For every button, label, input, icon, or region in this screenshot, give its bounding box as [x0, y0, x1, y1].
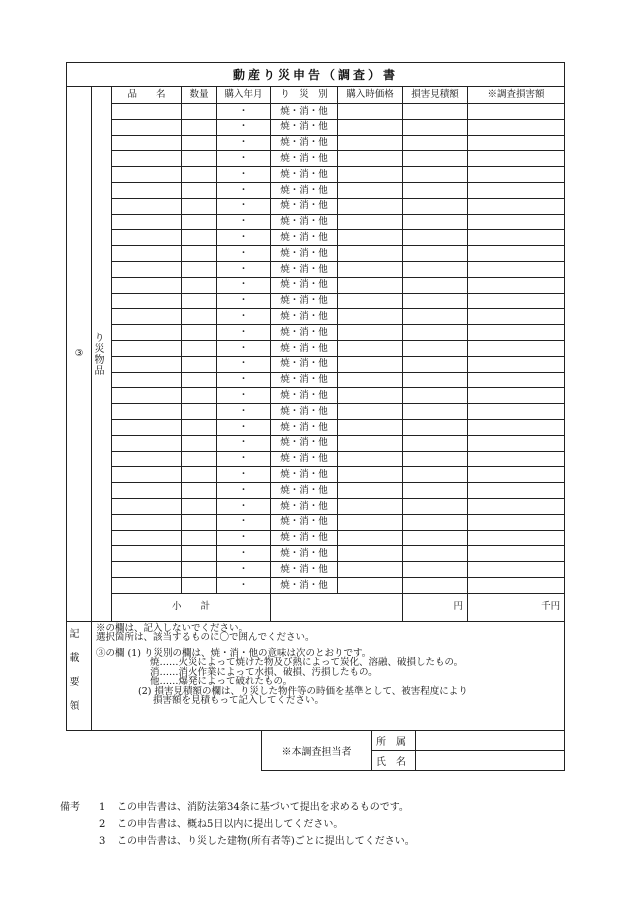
- purchase-price-cell[interactable]: [338, 309, 403, 325]
- subtotal-thousand-yen[interactable]: 千円: [468, 593, 565, 621]
- damage-type-cell[interactable]: 焼・消・他: [271, 309, 338, 325]
- purchase-price-cell[interactable]: [338, 261, 403, 277]
- quantity-cell[interactable]: [182, 356, 217, 372]
- surveyed-damage-cell[interactable]: [468, 277, 565, 293]
- estimated-damage-cell[interactable]: [403, 372, 468, 388]
- table-row: [67, 419, 565, 435]
- purchase-date-cell[interactable]: ・: [217, 514, 271, 530]
- item-name-cell[interactable]: [112, 135, 182, 151]
- item-name-cell[interactable]: [112, 530, 182, 546]
- purchase-price-cell[interactable]: [338, 498, 403, 514]
- damage-type-cell[interactable]: 焼・消・他: [271, 198, 338, 214]
- quantity-cell[interactable]: [182, 277, 217, 293]
- damage-type-cell[interactable]: 焼・消・他: [271, 530, 338, 546]
- purchase-price-cell[interactable]: [338, 451, 403, 467]
- purchase-date-cell[interactable]: ・: [217, 230, 271, 246]
- remark-item: 1 この申告書は、消防法第34条に基づいて提出を求めるものです。: [99, 802, 409, 813]
- quantity-cell[interactable]: [182, 577, 217, 593]
- surveyed-damage-cell[interactable]: [468, 198, 565, 214]
- quantity-cell[interactable]: [182, 340, 217, 356]
- purchase-price-cell[interactable]: [338, 230, 403, 246]
- surveyed-damage-cell[interactable]: [468, 577, 565, 593]
- purchase-date-cell[interactable]: ・: [217, 167, 271, 183]
- table-row: [67, 261, 565, 277]
- purchase-price-cell[interactable]: [338, 325, 403, 341]
- item-name-cell[interactable]: [112, 388, 182, 404]
- purchase-price-cell[interactable]: [338, 372, 403, 388]
- purchase-price-cell[interactable]: [338, 356, 403, 372]
- purchase-price-cell[interactable]: [338, 246, 403, 262]
- item-name-cell[interactable]: [112, 293, 182, 309]
- surveyed-damage-cell[interactable]: [468, 293, 565, 309]
- section-label-cell: [92, 87, 112, 622]
- header-surveyed-damage: ※調査損害額: [468, 87, 565, 104]
- header-damage-type: り 災 別: [271, 87, 338, 104]
- table-row: [67, 356, 565, 372]
- damage-type-cell[interactable]: 焼・消・他: [271, 546, 338, 562]
- damage-type-cell[interactable]: 焼・消・他: [271, 261, 338, 277]
- quantity-cell[interactable]: [182, 309, 217, 325]
- surveyed-damage-cell[interactable]: [468, 309, 565, 325]
- table-row: [67, 182, 565, 198]
- purchase-price-cell[interactable]: [338, 182, 403, 198]
- notes-label-cell: [67, 621, 92, 730]
- quantity-cell[interactable]: [182, 546, 217, 562]
- quantity-cell[interactable]: [182, 325, 217, 341]
- item-name-cell[interactable]: [112, 562, 182, 578]
- damage-type-cell[interactable]: 焼・消・他: [271, 498, 338, 514]
- surveyed-damage-cell[interactable]: [468, 372, 565, 388]
- table-row: [67, 198, 565, 214]
- surveyed-damage-cell[interactable]: [468, 419, 565, 435]
- quantity-cell[interactable]: [182, 167, 217, 183]
- surveyed-damage-cell[interactable]: [468, 514, 565, 530]
- estimated-damage-cell[interactable]: [403, 325, 468, 341]
- table-row: [67, 151, 565, 167]
- surveyed-damage-cell[interactable]: [468, 246, 565, 262]
- table-row: [67, 167, 565, 183]
- purchase-date-cell[interactable]: ・: [217, 340, 271, 356]
- purchase-date-cell[interactable]: ・: [217, 546, 271, 562]
- damage-type-cell[interactable]: 焼・消・他: [271, 340, 338, 356]
- damage-type-cell[interactable]: 焼・消・他: [271, 167, 338, 183]
- quantity-cell[interactable]: [182, 530, 217, 546]
- item-name-cell[interactable]: [112, 467, 182, 483]
- estimated-damage-cell[interactable]: [403, 277, 468, 293]
- header-purchase-date: 購入年月: [217, 87, 271, 104]
- purchase-date-cell[interactable]: ・: [217, 104, 271, 120]
- note-line: 焼……火災によって焼けた物及び熱によって炭化、溶融、破損したもの。: [150, 657, 464, 669]
- quantity-cell[interactable]: [182, 246, 217, 262]
- purchase-date-cell[interactable]: ・: [217, 293, 271, 309]
- table-row: [67, 388, 565, 404]
- table-row: [67, 514, 565, 530]
- investigator-label: ※本調査担当者: [262, 730, 372, 770]
- surveyed-damage-cell[interactable]: [468, 230, 565, 246]
- surveyed-damage-cell[interactable]: [468, 498, 565, 514]
- table-row: [67, 498, 565, 514]
- estimated-damage-cell[interactable]: [403, 514, 468, 530]
- purchase-date-cell[interactable]: ・: [217, 214, 271, 230]
- table-row: [67, 135, 565, 151]
- purchase-price-cell[interactable]: [338, 277, 403, 293]
- estimated-damage-cell[interactable]: [403, 104, 468, 120]
- purchase-date-cell[interactable]: ・: [217, 372, 271, 388]
- damage-type-cell[interactable]: 焼・消・他: [271, 467, 338, 483]
- purchase-date-cell[interactable]: ・: [217, 198, 271, 214]
- note-line: (2) 損害見積額の欄は、り災した物件等の時価を基準として、被害程度により: [138, 685, 468, 697]
- header-estimated-damage: 損害見積額: [403, 87, 468, 104]
- damage-type-cell[interactable]: 焼・消・他: [271, 577, 338, 593]
- name-label: 氏 名: [372, 750, 416, 770]
- item-name-cell[interactable]: [112, 325, 182, 341]
- damage-type-cell[interactable]: 焼・消・他: [271, 119, 338, 135]
- quantity-cell[interactable]: [182, 261, 217, 277]
- surveyed-damage-cell[interactable]: [468, 119, 565, 135]
- purchase-date-cell[interactable]: ・: [217, 419, 271, 435]
- damage-type-cell[interactable]: 焼・消・他: [271, 514, 338, 530]
- purchase-date-cell[interactable]: ・: [217, 325, 271, 341]
- item-name-cell[interactable]: [112, 498, 182, 514]
- estimated-damage-cell[interactable]: [403, 388, 468, 404]
- surveyed-damage-cell[interactable]: [468, 325, 565, 341]
- table-row: [67, 104, 565, 120]
- table-row: [67, 230, 565, 246]
- estimated-damage-cell[interactable]: [403, 530, 468, 546]
- surveyed-damage-cell[interactable]: [468, 483, 565, 499]
- quantity-cell[interactable]: [182, 562, 217, 578]
- purchase-price-cell[interactable]: [338, 562, 403, 578]
- table-row: [67, 309, 565, 325]
- surveyed-damage-cell[interactable]: [468, 151, 565, 167]
- quantity-cell[interactable]: [182, 483, 217, 499]
- quantity-cell[interactable]: [182, 151, 217, 167]
- estimated-damage-cell[interactable]: [403, 356, 468, 372]
- table-row: [67, 340, 565, 356]
- damage-type-cell[interactable]: 焼・消・他: [271, 277, 338, 293]
- item-name-cell[interactable]: [112, 182, 182, 198]
- table-row: [67, 214, 565, 230]
- damage-type-cell[interactable]: 焼・消・他: [271, 419, 338, 435]
- purchase-price-cell[interactable]: [338, 404, 403, 420]
- header-quantity: 数量: [182, 87, 217, 104]
- purchase-price-cell[interactable]: [338, 435, 403, 451]
- purchase-date-cell[interactable]: ・: [217, 577, 271, 593]
- quantity-cell[interactable]: [182, 198, 217, 214]
- note-line: ※の欄は、記入しないでください。: [96, 622, 249, 634]
- item-name-cell[interactable]: [112, 261, 182, 277]
- estimated-damage-cell[interactable]: [403, 451, 468, 467]
- subtotal-label: 小 計: [112, 593, 271, 621]
- note-line: 選択箇所は、該当するものに〇で囲んでください。: [96, 632, 315, 644]
- purchase-date-cell[interactable]: ・: [217, 388, 271, 404]
- investigator-table: [261, 730, 565, 771]
- purchase-date-cell[interactable]: ・: [217, 356, 271, 372]
- damage-type-cell[interactable]: 焼・消・他: [271, 104, 338, 120]
- estimated-damage-cell[interactable]: [403, 119, 468, 135]
- purchase-price-cell[interactable]: [338, 419, 403, 435]
- purchase-price-cell[interactable]: [338, 577, 403, 593]
- damage-type-cell[interactable]: 焼・消・他: [271, 135, 338, 151]
- table-row: [67, 246, 565, 262]
- damage-type-cell[interactable]: 焼・消・他: [271, 435, 338, 451]
- item-name-cell[interactable]: [112, 483, 182, 499]
- table-row: [67, 546, 565, 562]
- purchase-date-cell[interactable]: ・: [217, 404, 271, 420]
- purchase-date-cell[interactable]: ・: [217, 151, 271, 167]
- item-name-cell[interactable]: [112, 104, 182, 120]
- surveyed-damage-cell[interactable]: [468, 388, 565, 404]
- surveyed-damage-cell[interactable]: [468, 340, 565, 356]
- quantity-cell[interactable]: [182, 451, 217, 467]
- purchase-date-cell[interactable]: ・: [217, 435, 271, 451]
- quantity-cell[interactable]: [182, 135, 217, 151]
- item-name-cell[interactable]: [112, 514, 182, 530]
- surveyed-damage-cell[interactable]: [468, 356, 565, 372]
- estimated-damage-cell[interactable]: [403, 309, 468, 325]
- damage-type-cell[interactable]: 焼・消・他: [271, 404, 338, 420]
- purchase-date-cell[interactable]: ・: [217, 530, 271, 546]
- damage-type-cell[interactable]: 焼・消・他: [271, 182, 338, 198]
- estimated-damage-cell[interactable]: [403, 182, 468, 198]
- estimated-damage-cell[interactable]: [403, 151, 468, 167]
- purchase-date-cell[interactable]: ・: [217, 246, 271, 262]
- quantity-cell[interactable]: [182, 404, 217, 420]
- estimated-damage-cell[interactable]: [403, 230, 468, 246]
- affiliation-field[interactable]: [416, 730, 565, 750]
- quantity-cell[interactable]: [182, 214, 217, 230]
- purchase-date-cell[interactable]: ・: [217, 135, 271, 151]
- damage-type-cell[interactable]: 焼・消・他: [271, 230, 338, 246]
- quantity-cell[interactable]: [182, 230, 217, 246]
- affiliation-label: 所 属: [372, 730, 416, 750]
- subtotal-blank: [271, 593, 403, 621]
- notes-body: [92, 621, 565, 730]
- purchase-date-cell[interactable]: ・: [217, 309, 271, 325]
- notes-label: 記載要領: [67, 627, 78, 724]
- surveyed-damage-cell[interactable]: [468, 182, 565, 198]
- estimated-damage-cell[interactable]: [403, 435, 468, 451]
- form-title: 動産り災申告（調査）書: [67, 63, 565, 87]
- purchase-date-cell[interactable]: ・: [217, 467, 271, 483]
- purchase-price-cell[interactable]: [338, 514, 403, 530]
- name-field[interactable]: [416, 750, 565, 770]
- quantity-cell[interactable]: [182, 104, 217, 120]
- surveyed-damage-cell[interactable]: [468, 261, 565, 277]
- note-line: 損害額を見積もって記入してください。: [153, 695, 325, 707]
- item-name-cell[interactable]: [112, 577, 182, 593]
- item-name-cell[interactable]: [112, 230, 182, 246]
- surveyed-damage-cell[interactable]: [468, 451, 565, 467]
- purchase-price-cell[interactable]: [338, 388, 403, 404]
- surveyed-damage-cell[interactable]: [468, 167, 565, 183]
- subtotal-yen[interactable]: 円: [403, 593, 468, 621]
- estimated-damage-cell[interactable]: [403, 562, 468, 578]
- damage-type-cell[interactable]: 焼・消・他: [271, 214, 338, 230]
- damage-type-cell[interactable]: 焼・消・他: [271, 293, 338, 309]
- surveyed-damage-cell[interactable]: [468, 467, 565, 483]
- table-row: [67, 577, 565, 593]
- item-name-cell[interactable]: [112, 119, 182, 135]
- form-sheet: [66, 62, 564, 768]
- item-name-cell[interactable]: [112, 372, 182, 388]
- damage-type-cell[interactable]: 焼・消・他: [271, 246, 338, 262]
- estimated-damage-cell[interactable]: [403, 167, 468, 183]
- quantity-cell[interactable]: [182, 182, 217, 198]
- quantity-cell[interactable]: [182, 498, 217, 514]
- purchase-date-cell[interactable]: ・: [217, 182, 271, 198]
- item-name-cell[interactable]: [112, 546, 182, 562]
- damage-type-cell[interactable]: 焼・消・他: [271, 372, 338, 388]
- purchase-price-cell[interactable]: [338, 293, 403, 309]
- estimated-damage-cell[interactable]: [403, 135, 468, 151]
- damage-type-cell[interactable]: 焼・消・他: [271, 325, 338, 341]
- estimated-damage-cell[interactable]: [403, 467, 468, 483]
- estimated-damage-cell[interactable]: [403, 577, 468, 593]
- table-row: [67, 404, 565, 420]
- note-line: 他……爆発によって破れたもの。: [150, 676, 293, 688]
- item-name-cell[interactable]: [112, 419, 182, 435]
- table-row: [67, 451, 565, 467]
- item-name-cell[interactable]: [112, 198, 182, 214]
- estimated-damage-cell[interactable]: [403, 261, 468, 277]
- purchase-price-cell[interactable]: [338, 151, 403, 167]
- damage-type-cell[interactable]: 焼・消・他: [271, 451, 338, 467]
- estimated-damage-cell[interactable]: [403, 293, 468, 309]
- quantity-cell[interactable]: [182, 388, 217, 404]
- estimated-damage-cell[interactable]: [403, 214, 468, 230]
- damage-type-cell[interactable]: 焼・消・他: [271, 356, 338, 372]
- estimated-damage-cell[interactable]: [403, 419, 468, 435]
- item-name-cell[interactable]: [112, 435, 182, 451]
- surveyed-damage-cell[interactable]: [468, 530, 565, 546]
- purchase-price-cell[interactable]: [338, 467, 403, 483]
- item-name-cell[interactable]: [112, 151, 182, 167]
- surveyed-damage-cell[interactable]: [468, 562, 565, 578]
- table-row: [67, 372, 565, 388]
- purchase-date-cell[interactable]: ・: [217, 261, 271, 277]
- remark-item: 2 この申告書は、概ね5日以内に提出してください。: [99, 819, 344, 830]
- purchase-price-cell[interactable]: [338, 198, 403, 214]
- item-name-cell[interactable]: [112, 214, 182, 230]
- item-name-cell[interactable]: [112, 404, 182, 420]
- surveyed-damage-cell[interactable]: [468, 214, 565, 230]
- note-line: ③の欄 (1) り災別の欄は、焼・消・他の意味は次のとおりです。: [96, 647, 372, 659]
- estimated-damage-cell[interactable]: [403, 498, 468, 514]
- purchase-date-cell[interactable]: ・: [217, 483, 271, 499]
- purchase-price-cell[interactable]: [338, 167, 403, 183]
- estimated-damage-cell[interactable]: [403, 198, 468, 214]
- section-label: り災物品: [92, 331, 103, 376]
- table-row: [67, 277, 565, 293]
- damage-type-cell[interactable]: 焼・消・他: [271, 151, 338, 167]
- table-row: [67, 467, 565, 483]
- damage-report-table: [66, 62, 565, 731]
- estimated-damage-cell[interactable]: [403, 483, 468, 499]
- purchase-price-cell[interactable]: [338, 340, 403, 356]
- estimated-damage-cell[interactable]: [403, 246, 468, 262]
- purchase-date-cell[interactable]: ・: [217, 451, 271, 467]
- item-name-cell[interactable]: [112, 167, 182, 183]
- table-row: [67, 562, 565, 578]
- purchase-price-cell[interactable]: [338, 530, 403, 546]
- item-name-cell[interactable]: [112, 309, 182, 325]
- table-row: [67, 293, 565, 309]
- item-name-cell[interactable]: [112, 356, 182, 372]
- purchase-price-cell[interactable]: [338, 104, 403, 120]
- purchase-date-cell[interactable]: ・: [217, 119, 271, 135]
- table-row: [67, 119, 565, 135]
- purchase-price-cell[interactable]: [338, 214, 403, 230]
- purchase-price-cell[interactable]: [338, 135, 403, 151]
- table-row: [67, 530, 565, 546]
- item-name-cell[interactable]: [112, 340, 182, 356]
- item-name-cell[interactable]: [112, 277, 182, 293]
- quantity-cell[interactable]: [182, 435, 217, 451]
- table-row: [67, 435, 565, 451]
- table-row: [67, 483, 565, 499]
- quantity-cell[interactable]: [182, 419, 217, 435]
- purchase-price-cell[interactable]: [338, 483, 403, 499]
- section-number: ③: [67, 87, 92, 622]
- header-item-name: 品 名: [112, 87, 182, 104]
- quantity-cell[interactable]: [182, 119, 217, 135]
- remarks-label: 備考: [60, 802, 80, 813]
- damage-type-cell[interactable]: 焼・消・他: [271, 562, 338, 578]
- remark-item: 3 この申告書は、り災した建物(所有者等)ごとに提出してください。: [99, 836, 415, 847]
- purchase-date-cell[interactable]: ・: [217, 562, 271, 578]
- item-name-cell[interactable]: [112, 246, 182, 262]
- purchase-date-cell[interactable]: ・: [217, 498, 271, 514]
- note-line: 消……消火作業によって水損、破損、汚損したもの。: [150, 666, 378, 678]
- damage-type-cell[interactable]: 焼・消・他: [271, 483, 338, 499]
- quantity-cell[interactable]: [182, 467, 217, 483]
- quantity-cell[interactable]: [182, 372, 217, 388]
- surveyed-damage-cell[interactable]: [468, 546, 565, 562]
- estimated-damage-cell[interactable]: [403, 546, 468, 562]
- surveyed-damage-cell[interactable]: [468, 435, 565, 451]
- purchase-price-cell[interactable]: [338, 546, 403, 562]
- table-row: [67, 325, 565, 341]
- item-name-cell[interactable]: [112, 451, 182, 467]
- surveyed-damage-cell[interactable]: [468, 104, 565, 120]
- surveyed-damage-cell[interactable]: [468, 404, 565, 420]
- quantity-cell[interactable]: [182, 293, 217, 309]
- surveyed-damage-cell[interactable]: [468, 135, 565, 151]
- quantity-cell[interactable]: [182, 514, 217, 530]
- estimated-damage-cell[interactable]: [403, 404, 468, 420]
- estimated-damage-cell[interactable]: [403, 340, 468, 356]
- purchase-date-cell[interactable]: ・: [217, 277, 271, 293]
- header-purchase-price: 購入時価格: [338, 87, 403, 104]
- damage-type-cell[interactable]: 焼・消・他: [271, 388, 338, 404]
- purchase-price-cell[interactable]: [338, 119, 403, 135]
